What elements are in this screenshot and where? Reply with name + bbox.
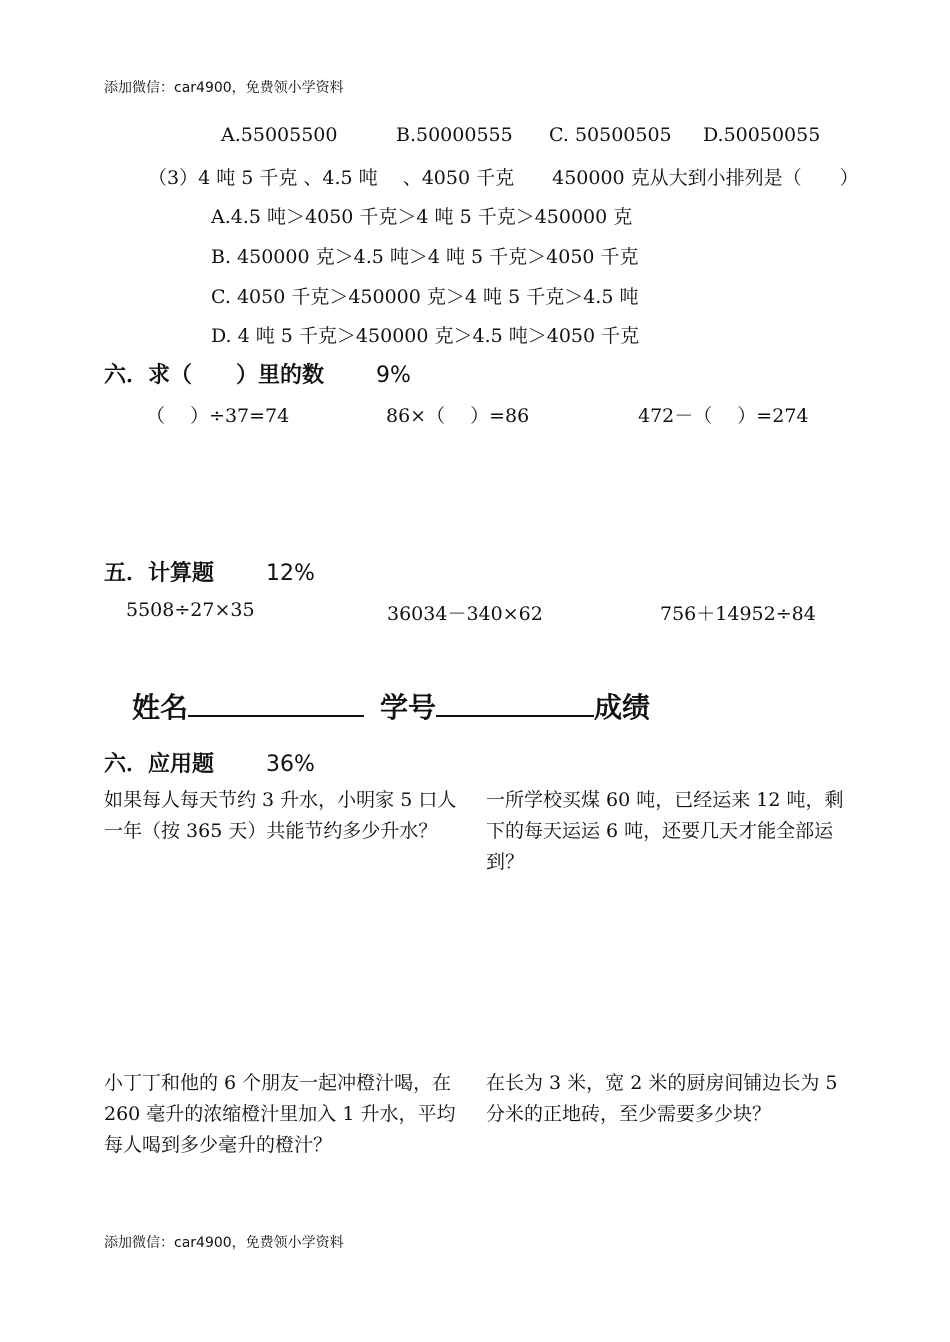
- q2-option-d: D.50050055: [703, 124, 821, 146]
- footer-watermark: 添加微信：car4900，免费领小学资料: [104, 1235, 344, 1251]
- student-info-line: [132, 686, 650, 726]
- name-label: 姓名: [132, 691, 189, 724]
- header-watermark: 添加微信：car4900，免费领小学资料: [104, 80, 344, 96]
- section-calc-heading: [104, 556, 315, 587]
- q2-option-b: B.50000555: [396, 124, 513, 146]
- calc-item-3: 756＋14952÷84: [660, 603, 816, 625]
- fill-item-1: （ ）÷37=74: [146, 405, 290, 427]
- section-apply-title: 六．应用题: [104, 752, 215, 777]
- q3-option-b: B. 450000 克＞4.5 吨＞4 吨 5 千克＞4050 千克: [211, 246, 639, 268]
- section-fill-heading: [104, 358, 411, 389]
- student-id-label: 学号: [380, 691, 437, 724]
- q3-option-d: D. 4 吨 5 千克＞450000 克＞4.5 吨＞4050 千克: [211, 325, 640, 347]
- q3-stem: （3）4 吨 5 千克 、4.5 吨 、4050 千克 450000 克从大到小排列是（ ）: [148, 167, 859, 189]
- word-problem-4: 在长为 3 米，宽 2 米的厨房间铺边长为 5 分米的正地砖，至少需要多少块？: [486, 1072, 838, 1125]
- student-id-blank[interactable]: [436, 689, 594, 717]
- q3-option-a: A.4.5 吨＞4050 千克＞4 吨 5 千克＞450000 克: [211, 206, 633, 228]
- section-fill-title: 六．求（ ）里的数: [104, 363, 325, 388]
- score-label: 成绩: [594, 691, 651, 724]
- section-apply-percent: 36%: [266, 752, 315, 777]
- fill-item-3: 472－（ ）=274: [638, 405, 809, 427]
- section-apply-heading: [104, 747, 315, 778]
- q3-option-c: C. 4050 千克＞450000 克＞4 吨 5 千克＞4.5 吨: [211, 286, 639, 308]
- calc-item-2: 36034－340×62: [387, 603, 543, 625]
- word-problem-1: 如果每人每天节约 3 升水，小明家 5 口人一年（按 365 天）共能节约多少升水？: [104, 789, 457, 842]
- section-calc-title: 五．计算题: [104, 561, 215, 586]
- word-problem-2: 一所学校买煤 60 吨，已经运来 12 吨，剩下的每天运运 6 吨，还要几天才能全部运到？: [486, 789, 844, 873]
- word-problem-3: 小丁丁和他的 6 个朋友一起冲橙汁喝，在 260 毫升的浓缩橙汁里加入 1 升水，平均每人喝到多少毫升的橙汁？: [104, 1072, 456, 1156]
- fill-item-2: 86×（ ）=86: [386, 405, 530, 427]
- section-fill-percent: 9%: [376, 363, 411, 388]
- q2-option-a: A.55005500: [221, 124, 338, 146]
- name-blank[interactable]: [188, 689, 364, 717]
- section-calc-percent: 12%: [266, 561, 315, 586]
- q2-option-c: C. 50500505: [549, 124, 672, 146]
- calc-item-1: 5508÷27×35: [126, 599, 255, 621]
